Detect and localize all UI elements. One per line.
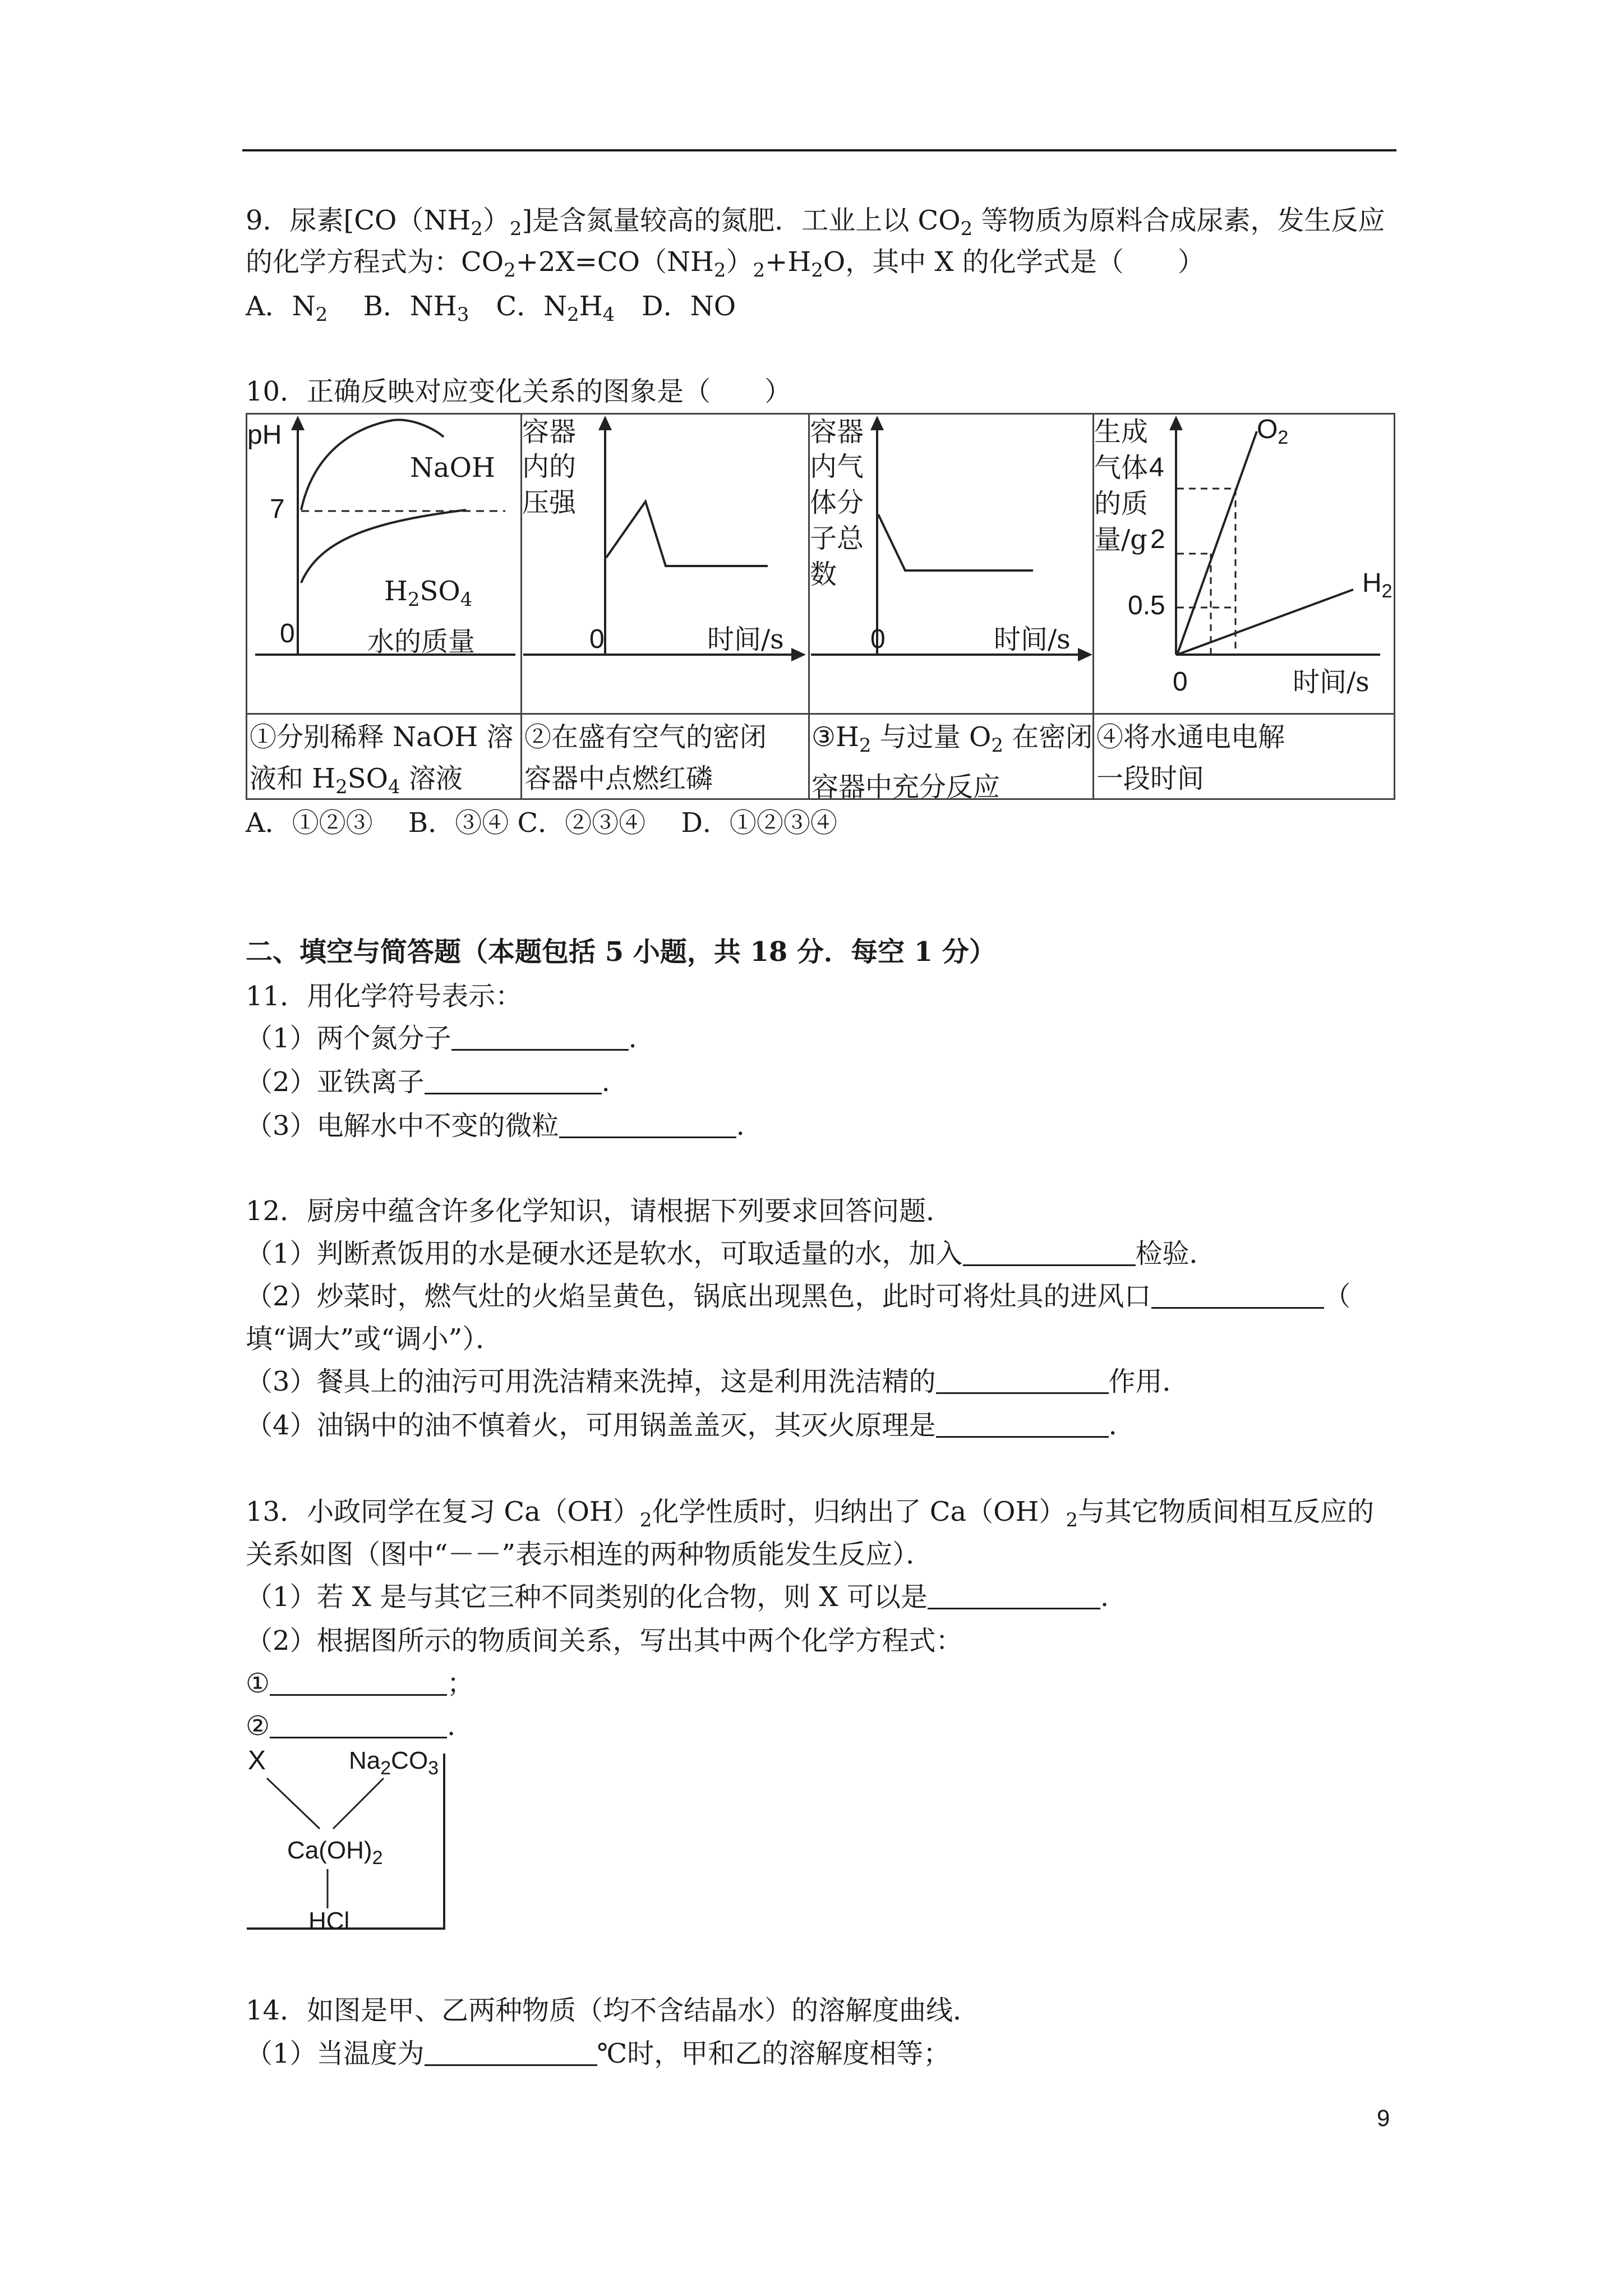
q9-line-2: 的化学方程式为：$CO_2+2X=CO(NH_2)_2+H_2O$，其中 X 的化学式是（ ） — [246, 246, 1205, 282]
q13-line-2: 关系如图（图中“－－”表示相连的两种物质能发生反应）． — [246, 1539, 933, 1570]
graph-2 — [522, 415, 808, 661]
q13-line-1: 13．小政同学在复习 $Ca(OH)_2$化学性质时，归纳出了 $Ca(OH)_2$与其它物质间相互反应的 — [246, 1496, 1375, 1531]
graph-3-ylabel-3: 体分 — [810, 487, 864, 518]
q11-part-1: （1）两个氮分子 . — [246, 1023, 637, 1054]
section-2-title: 二、填空与简答题（本题包括 5 小题，共 18 分．每空 1 分） — [246, 936, 996, 968]
q12-part-4: （4）油锅中的油不慎着火，可用锅盖盖灭，其灭火原理是 . — [246, 1410, 1117, 1441]
graph-2-xlabel: 时间/s — [707, 624, 784, 655]
graph-2-caption: ②在盛有空气的密闭 容器中点燃红磷 — [524, 721, 767, 794]
q11-part-3: （3）电解水中不变的微粒 . — [246, 1110, 745, 1142]
q13-equation-1: ① ； — [246, 1668, 474, 1699]
graph-1-ylabel: pH — [247, 420, 282, 450]
q13-equation-2: ② . — [246, 1710, 456, 1742]
diagram-na2co3: $Na_2CO_3$ — [349, 1747, 439, 1779]
q14-part-1: （1）当温度为 ℃时，甲和乙的溶解度相等； — [246, 2038, 951, 2069]
graph-3-ylabel-2: 内气 — [810, 451, 864, 482]
graph-2-ylabel-2: 内的 — [522, 451, 577, 482]
page-number: 9 — [1377, 2105, 1390, 2131]
graph-2-ylabel-1: 容器 — [522, 416, 577, 448]
q12-part-2-cont: 填“调大”或“调小”）． — [246, 1323, 503, 1355]
graph-1-h2so4-label: $H_2SO_4$ — [384, 576, 473, 611]
graph-1-xlabel: 水的质量 — [367, 626, 476, 657]
graph-4-tick-4: 4 — [1149, 453, 1164, 482]
q12-part-1: （1）判断煮饭用的水是硬水还是软水，可取适量的水，加入 检验． — [246, 1238, 1216, 1269]
diagram-caoh2: $Ca(OH)_2$ — [287, 1837, 383, 1869]
q14-stem: 14．如图是甲、乙两种物质（均不含结晶水）的溶解度曲线． — [246, 1995, 980, 2026]
q11-stem: 11．用化学符号表示： — [246, 981, 523, 1012]
q13-part-2: （2）根据图所示的物质间关系，写出其中两个化学方程式： — [246, 1625, 963, 1657]
graph-3-origin: 0 — [870, 624, 886, 654]
q12-stem: 12．厨房中蕴含许多化学知识，请根据下列要求回答问题． — [246, 1195, 953, 1227]
graph-3-ylabel-5: 数 — [810, 559, 837, 590]
graph-1 — [247, 415, 520, 661]
graph-4-ylabel-1: 生成 — [1094, 416, 1149, 448]
graph-3-caption: $③H_2$ 与过量 $O_2$ 在密闭 容器中充分反应 — [811, 721, 1093, 803]
graph-1-naoh-label: NaOH — [410, 452, 495, 484]
graph-4-ylabel-3: 的质 — [1094, 488, 1149, 519]
graph-4 — [1094, 415, 1395, 712]
graph-3-ylabel-1: 容器 — [810, 416, 864, 448]
q10-options: A．①②③ B．③④ C．②③④ D．①②③④ — [246, 807, 837, 839]
header-rule — [242, 149, 1396, 151]
q12-part-3: （3）餐具上的油污可用洗洁精来洗掉，这是利用洗洁精的 作用． — [246, 1366, 1189, 1397]
q13-relation-diagram — [246, 1745, 449, 1935]
graph-3 — [810, 415, 1092, 661]
graph-1-caption: ①分别稀释 NaOH 溶 液和 $H_2SO_4$ 溶液 — [250, 721, 514, 798]
q11-part-2: （2）亚铁离子 . — [246, 1066, 610, 1098]
graph-4-ylabel-4: 量/g — [1094, 524, 1147, 555]
graph-4-caption: ④将水通电电解 一段时间 — [1096, 721, 1285, 794]
q10-graph-table — [246, 413, 1395, 803]
graph-4-xlabel: 时间/s — [1293, 666, 1370, 698]
graph-4-tick-2: 2 — [1150, 524, 1165, 554]
q9-line-1: 9．尿素$[CO(NH_2)_2]$是含氮量较高的氮肥．工业上以 $CO_2$ 等物质为原料合成尿素，发生反应 — [246, 205, 1385, 240]
q13-part-1: （1）若 X 是与其它三种不同类别的化合物，则 X 可以是 . — [246, 1581, 1109, 1613]
graph-1-origin: 0 — [280, 619, 295, 648]
graph-4-origin: 0 — [1173, 667, 1188, 697]
graph-2-ylabel-3: 压强 — [522, 487, 577, 518]
graph-4-h2-label: $H_2$ — [1362, 568, 1393, 602]
graph-1-seven: 7 — [270, 494, 285, 524]
graph-4-ylabel-2: 气体 — [1094, 452, 1149, 484]
graph-3-ylabel-4: 子总 — [810, 523, 864, 554]
q12-part-2: （2）炒菜时，燃气灶的火焰呈黄色，锅底出现黑色，此时可将灶具的进风口 （ — [246, 1281, 1351, 1312]
graph-4-o2-label: $O_2$ — [1257, 415, 1289, 448]
q10-stem: 10．正确反映对应变化关系的图象是（ ） — [246, 376, 792, 407]
diagram-hcl: HCl — [308, 1907, 350, 1935]
graph-3-xlabel: 时间/s — [994, 624, 1071, 655]
graph-4-tick-05: 0.5 — [1128, 591, 1165, 620]
q9-options: A．$N_2$ B．$NH_3$ C．$N_2H_4$ D．NO — [246, 291, 736, 326]
diagram-x: X — [248, 1746, 266, 1775]
graph-2-origin: 0 — [589, 624, 605, 654]
